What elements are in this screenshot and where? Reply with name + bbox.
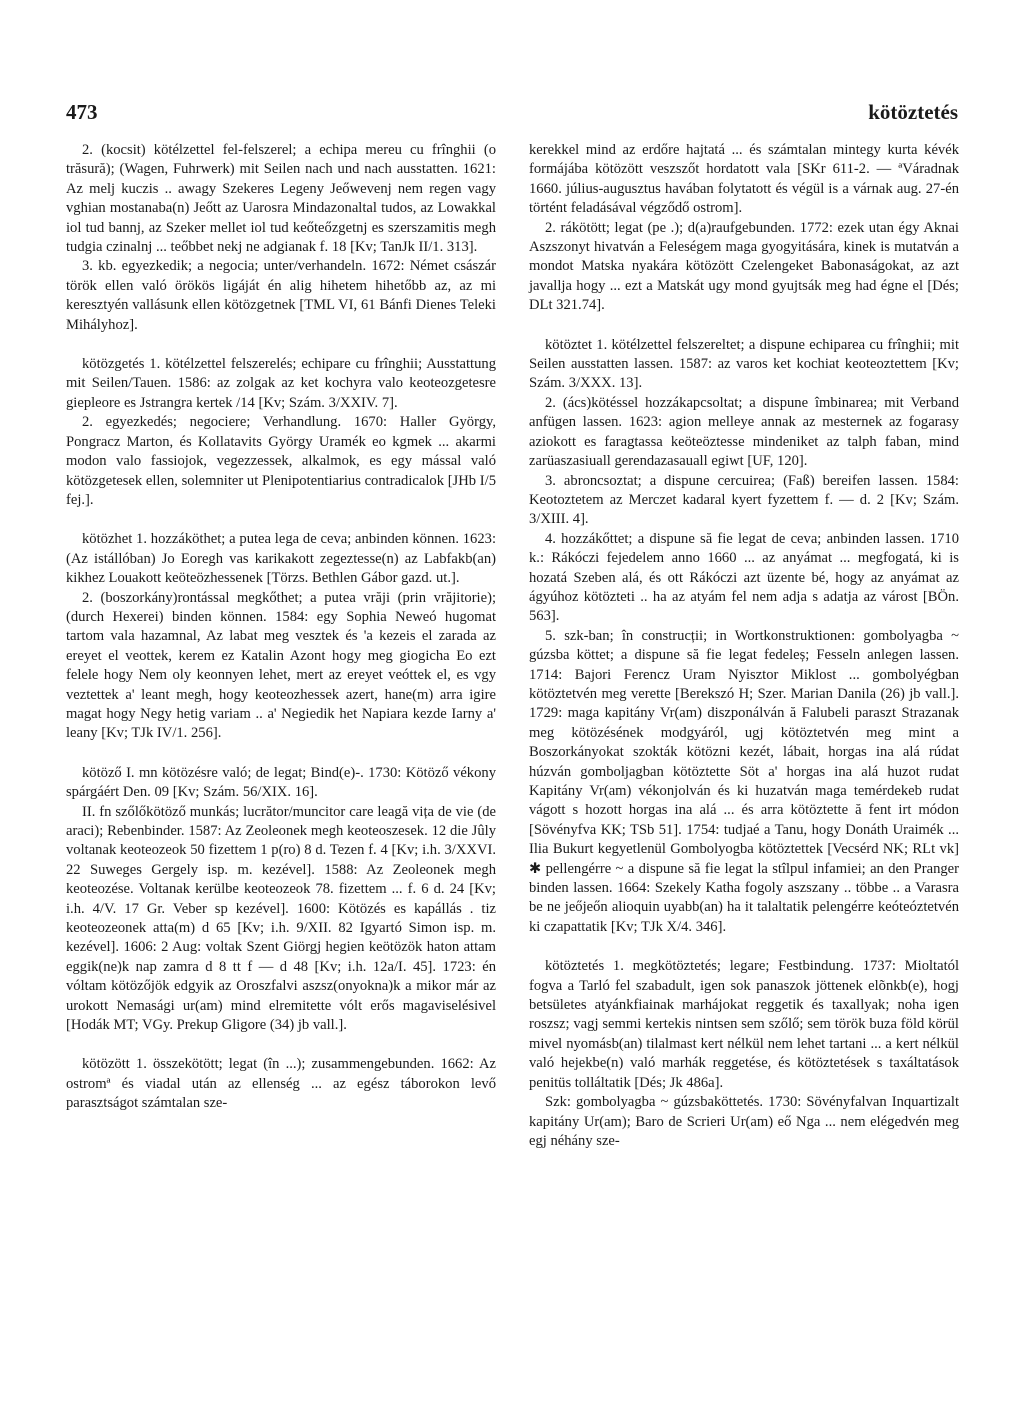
entry-kotozott-1-cont: kerekkel mind az erdőre hajtatá ... és számtalan mintegy kurta kévék formájába kötözött veszszőt hordatott vala [SKr 611-2. — ªVáradnak 1660. július-augusztus havában folytatott és végül is a várnak aug. 27-én történt feladásával végződő ostrom]. [529, 142, 959, 217]
entry-kotoztetes-szk: Szk: gombolyagba ~ gúzsbaköttetés. 1730: Sövényfalvan Inquartizalt kapitány Ur(am); Baro de Scrieri Ur(am) eő Nga ... nem elégedvén meg egj néhány sze- [529, 1094, 959, 1149]
entry-kotoztet-2: 2. (kocsit) kötélzettel fel-felszerel; a echipa mereu cu frînghii (o trăsură); (Wagen, Fuhrwerk) mit Seilen nach und nach ausstatten. 1621: Az melj kuczis .. awagy Szekeres Legeny Jeőwevenj nem regen vagy vghian mostanaba(n) Jeőtt az Uarosra Mindazonaltal tudos, az Lowakkal iol tud bannj, az Szeker mellet iol tud keőteőzgetnj es szerszamitis megh tudgia czinalnj ... teőbbet nekj ne adgianak f. 18 [Kv; TanJk II/1. 313]. [66, 142, 496, 256]
entry-kotoztet-3b: 3. abroncsoztat; a dispune cercuirea; (Faß) bereifen lassen. 1584: Keotoztetem az Merczet kadaral kyert fyzettem f. — d. 2 [Kv; Szám. 3/XIII. 4]. [529, 472, 959, 528]
page-number: 473 [66, 100, 98, 124]
entry-kotozgetes-1: kötözgetés 1. kötélzettel felszerelés; echipare cu frînghii; Ausstattung mit Seilen/Tauen. 1586: az zolgak az ket kochyra valo keoteozgetesre giepleore es Jstrangra kertek /14 [Kv; Szám. 3/XXIV. 7]. [66, 356, 496, 411]
entry-kotoztet-3: 3. kb. egyezkedik; a negocia; unter/verhandeln. 1672: Német császár török ellen való örökös ligáját én alig hihetem hihetőbb az, az mi keresztyén vallásunk ellen kötözgetnek [TML VI, 61 Bánfi Dienes Teleki Mihályhoz]. [66, 258, 496, 333]
entry-kotozott-1: kötözött 1. összekötött; legat (în ...); zusammengebunden. 1662: Az ostromª és viadal után az ellenség ... az egész táborokon levő parasztságot számtalan sze- [66, 1056, 496, 1112]
entry-kotozo-2: II. fn szőlőkötöző munkás; lucrător/muncitor care leagă vița de vie (de araci); Rebenbinder. 1587: Az Zeoleonek megh keoteoszesek. 12 die Jûly voltanak keoteozeok 50 fizettem 1 p(ro) 8 d. Tezen f. 4 [Kv; i.h. 3/XXVI. 22 Suweges Gergely isp. m. kezével]. 1588: Az Zeoleonek megh keoteozése. Voltanak kerülbe keoteozeok 78. fizettem ... f. 6 d. 24 [Kv; i.h. 4/V. 17 Gr. Veber sp kezével]. 1600: Kötözés es kapállás . tiz keoteozeonek atta(m) d 65 [Kv; i.h. 9/XII. 82 Igyartó Simon isp. m. kezével]. 1606: 2 Aug: voltak Szent Giörgj hegien keötözök haton attam eggik(ne)k nap zamra d 8 tt f — d 48 [Kv; i.h. 12a/I. 45]. 1723: én vóltam kötözőjök edgyik az Oroszfalvi aszsz(onyokna)k a mikor már az urokott Nemasági ur(am) mind elremitette vólt erős magaviselésivel [Hodák MT; VGy. Prekup Gligore (34) jb vall.]. [66, 803, 496, 1034]
entry-kotoztet-4: 4. hozzákőttet; a dispune să fie legat de ceva; anbinden lassen. 1710 k.: Rákóczi fejedelem anno 1660 ... az anyámat ... megfogatá, ki is hozatá Szeben alá, és ott Rákóczi azt üzente bé, hogy az anyámat az ágyúhoz kötözteti .. ha az atyám fel nem adja s adatja az várost [BÖn. 563]. [529, 530, 959, 625]
right-column [529, 141, 959, 1151]
entry-kotoztetes-1: kötöztetés 1. megkötöztetés; legare; Festbindung. 1737: Mioltatól fogva a Tarló fel szabadult, igen sok panaszok jöttenek elõnkb(e), hogj betsületes atyánkfiainak marhájokat reggetik és taxallyak; noha igen roszsz; vagj semmi kertekis nintsen sem szőlő; sem török buza föld körül mivel nyomásb(an) tilalmast kert nélkül nem lehet tartani ... a kert nélkül való hejekbe(n) való marhák reggetése, és kötöztetések s taxáltatások penitüs tolláltatik [Dés; Jk 486a]. [529, 958, 959, 1091]
running-title: kötöztetés [868, 100, 958, 124]
left-column [66, 141, 496, 1114]
entry-kotoztet-1: kötöztet 1. kötélzettel felszereltet; a dispune echiparea cu frînghii; mit Seilen ausstatten lassen. 1587: az varos ket kochiat keoteoztettem [Kv; Szám. 3/XXX. 13]. [529, 336, 959, 392]
entry-kotozhet-1: kötözhet 1. hozzáköthet; a putea lega de ceva; anbinden können. 1623: (Az istállóban) Jo Eoregh vas karikakott zegeztesse(n) az Labfakb(an) kikhez Louakott keöteözhessenek [Törzs. Bethlen Gábor gazd. ut.]. [66, 531, 496, 587]
entry-kotozott-2: 2. rákötött; legat (pe .); d(a)raufgebunden. 1772: ezek utan égy Aknai Aszszonyt hivatván a Feleségem maga gyogyitására, kinek is mutatván a mondot Matska nyakára kötözött Czelengeket Babonaságokat, az azt javallja hogy ... ezt a Matskát ugy mond gyujtsák meg had égne el [Dés; DLt 321.74]. [529, 219, 959, 314]
entry-kotoztet-5: 5. szk-ban; în construcții; in Wortkonstruktionen: gombolyagba ~ gúzsba köttet; a dispune să fie legat fedeleș; Fesseln anlegen lassen. 1714: Bajori Ferencz Uram Nyisztor Miklost ... gombolyégban kötöztetvén meg verette [Berekszó H; Szer. Marian Danila (26) jb vall.]. 1729: maga kapitány Vr(am) diszponálván ă Falubeli paraszt Strazanak meg kötözésének modgyáról, ugj kötöztetvén meg mint a Boszorkányokat szokták kötözni kezét, lábait, horgas ina alá rúdat húzván gomboljagban kötöztette Söt a' horgas ina alá huzot rudat Kapitány Vr(am) vékonjolván és ki huzatván maga temérdekeb rudat vágott s hozott horgas ina alá ... és arra kötöztette ă fent irt módon [Sövényfva KK; TSb 51]. 1754: tudjaé a Tanu, hogy Donáth Uraimék ... Ilia Bukurt kegyetlenül Gombolyogba kötöztettek [Vecsérd NK; RLt vk] ✱ pellengérre ~ a dispune să fie legat la stîlpul infamiei; an den Pranger binden lassen. 1664: Szekely Katha fogoly aszszany .. többe .. a Varasra be ne jeőjeőn alioquin uyabb(an) ha it talaltatik pelengérre keóteóztetvén ki czapattatik [Kv; TJk X/4. 346]. [529, 627, 959, 935]
entry-kotoztet-2b: 2. (ács)kötéssel hozzákapcsoltat; a dispune îmbinarea; mit Verband anfügen lassen. 1623: agion melleye annak az mesternek az fogarasy aziokott es faragtassa keöteöztesse mindeniket az talph faban, mind zarüaszasiuall gerendazasauall egiwt [UF, 120]. [529, 394, 959, 470]
entry-kotozhet-2: 2. (boszorkány)rontással megkőthet; a putea vrăji (prin vrăjitorie); (durch Hexerei) binden können. 1584: egy Sophia Neweó hugomat tartom vala hazamnal, Az labat meg vesztek és 'a kezeis el zarada az ereyet el veottek, kerem ez Katalin Azont hogy meg giogicha Eo ezt felele hogy Nem oly keonnyen lehet, mert az ereyet veóttek el, es vgy veztettek a' leant megh, hogy keoteozhessek azert, hane(m) arra igire magat hogy Negy hetig variam .. a' Negiedik het Napiara kezde Iarny a' leany [Kv; TJk IV/1. 256]. [66, 589, 496, 742]
entry-kotozo-1: kötöző I. mn kötözésre való; de legat; Bind(e)-. 1730: Kötöző vékony spárgáért Den. 09 [Kv; Szám. 56/XIX. 16]. [66, 764, 496, 801]
entry-kotozgetes-2: 2. egyezkedés; negociere; Verhandlung. 1670: Haller György, Pongracz Marton, és Kollatavits György Uramék eo kgmek ... akarmi modon valo fassiojok, vegezzessek, alkalmok, es egy mással való kötözgetesek ellen, solemniter ut Plenipotentiarius contradicalok [JHb I/5 fej.]. [66, 414, 496, 508]
